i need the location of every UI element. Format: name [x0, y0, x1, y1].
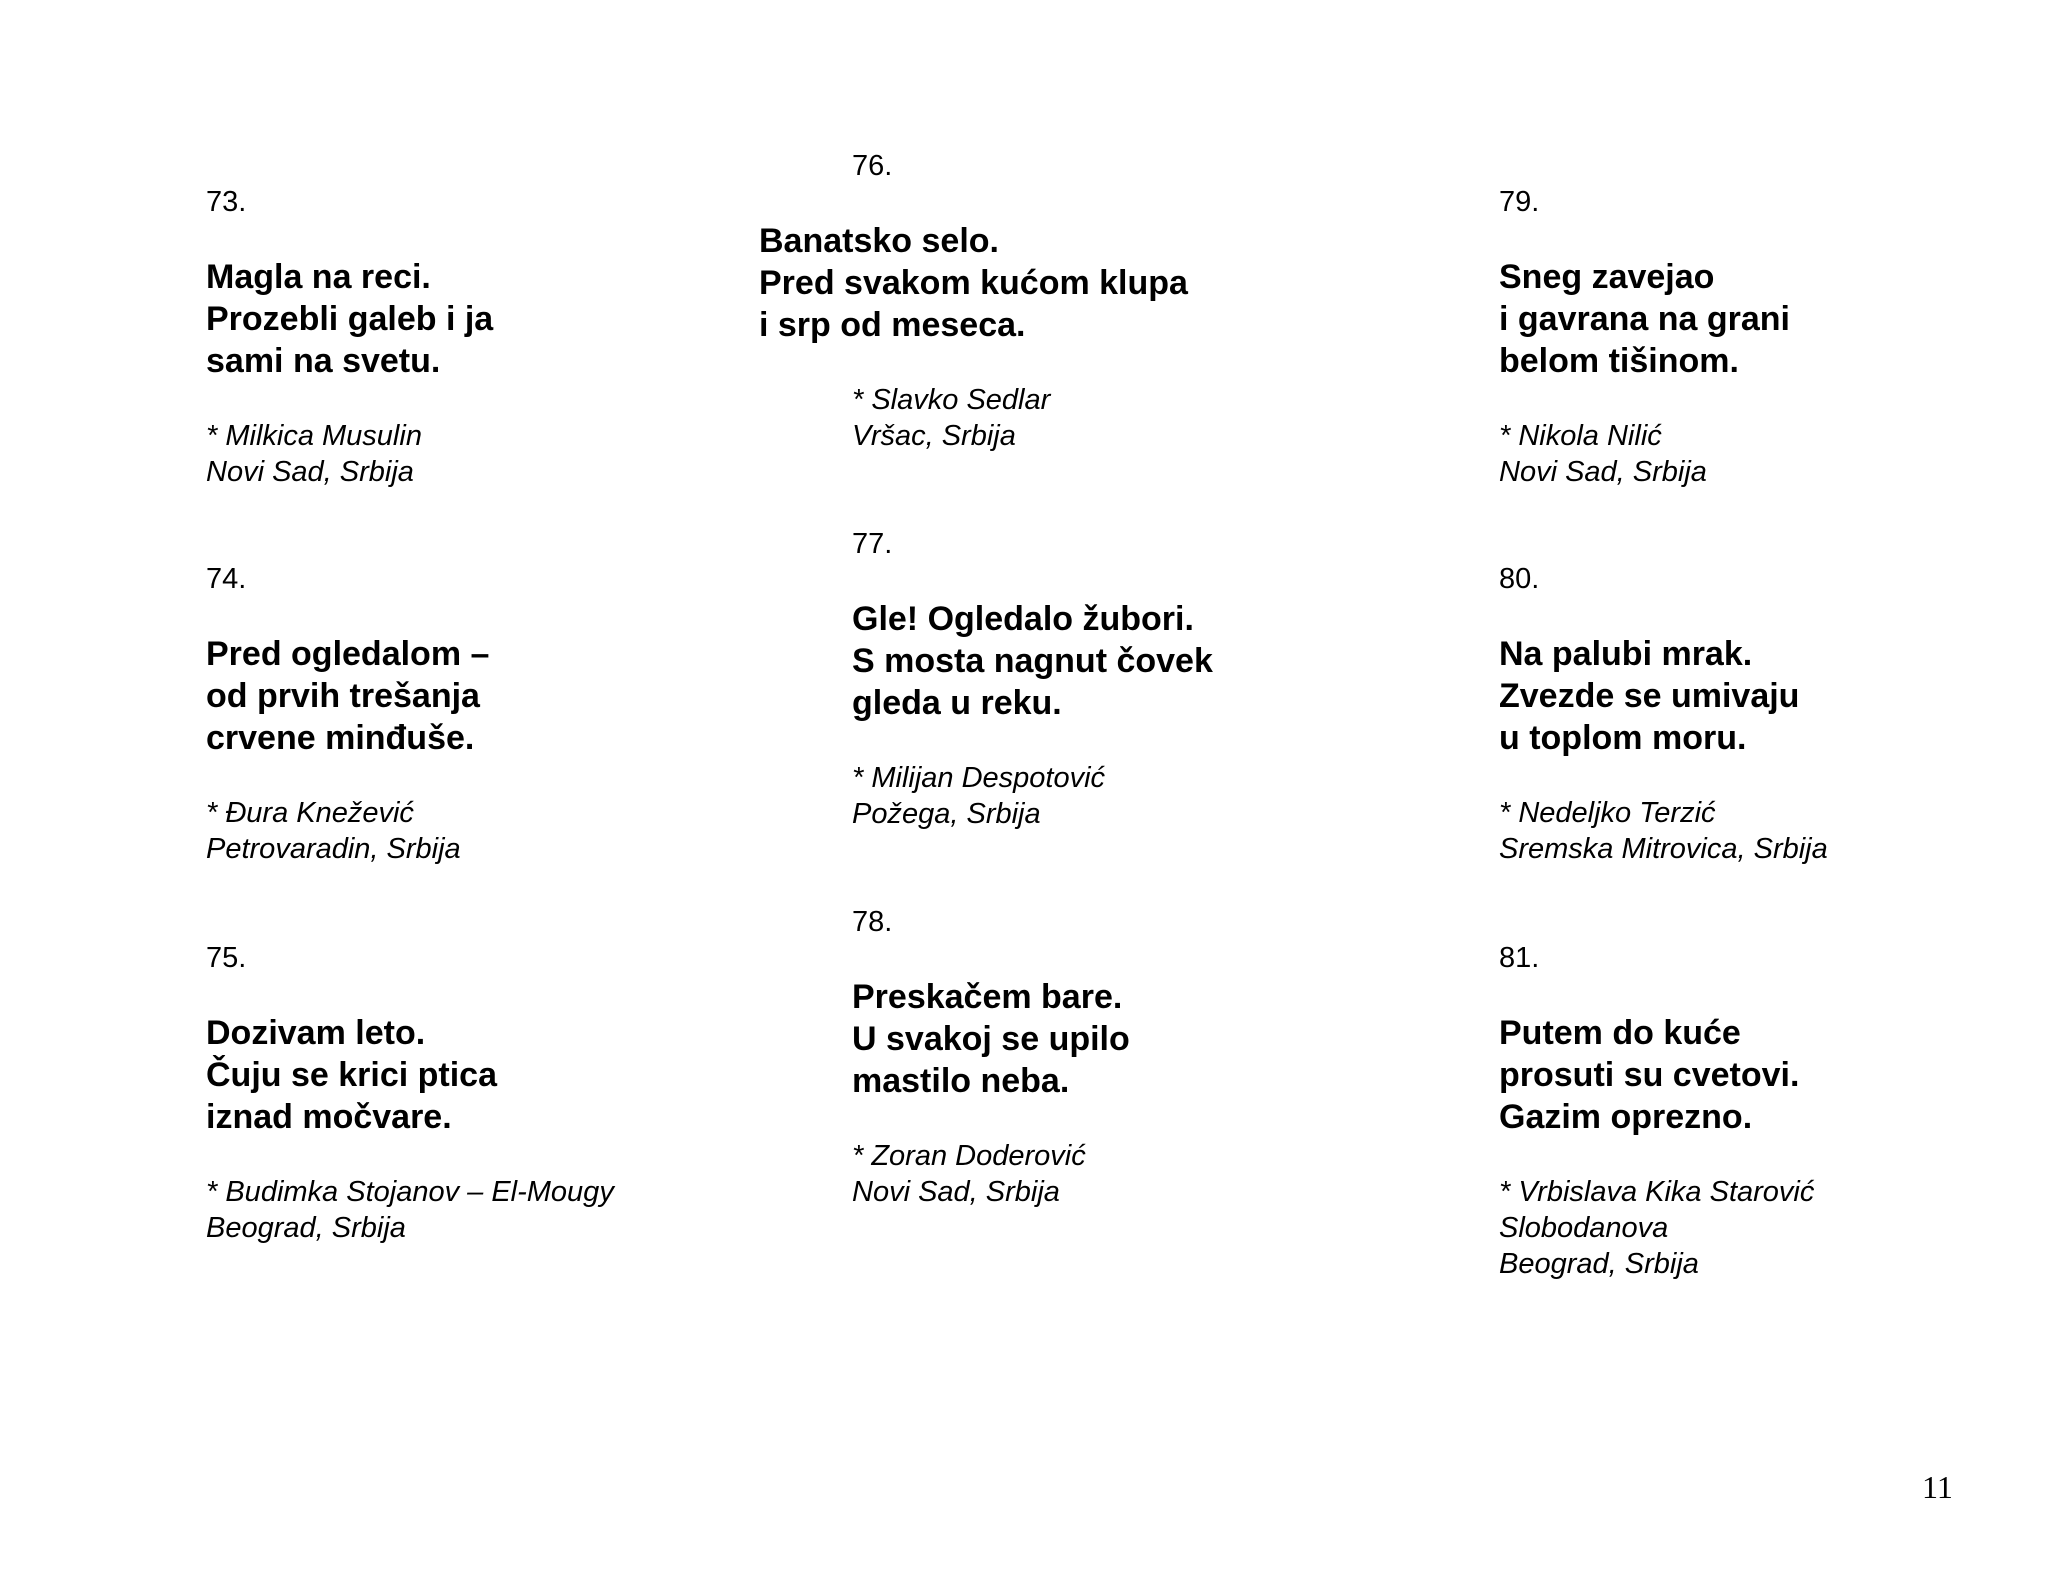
haiku-line: Sneg zavejao	[1499, 258, 1715, 296]
haiku-entry-75	[206, 940, 826, 1246]
haiku-line: Prozebli galeb i ja	[206, 300, 494, 338]
haiku-text	[206, 256, 826, 382]
haiku-number: 78.	[852, 906, 893, 938]
author-name: * Nikola Nilić	[1499, 420, 1662, 452]
author-place: Sremska Mitrovica, Srbija	[1499, 833, 1828, 865]
haiku-line: Banatsko selo.	[759, 222, 999, 260]
haiku-author	[1499, 418, 2048, 490]
author-place: Požega, Srbija	[852, 798, 1041, 830]
haiku-line: Putem do kuće	[1499, 1014, 1741, 1052]
haiku-number: 75.	[206, 942, 247, 974]
haiku-text	[852, 598, 1472, 724]
haiku-number: 80.	[1499, 563, 1540, 595]
haiku-number: 74.	[206, 563, 247, 595]
haiku-text	[852, 976, 1472, 1102]
haiku-author	[852, 382, 1472, 454]
haiku-line: iznad močvare.	[206, 1098, 452, 1136]
haiku-author	[1499, 1174, 2048, 1282]
haiku-line: gleda u reku.	[852, 684, 1062, 722]
haiku-entry-78	[852, 904, 1472, 1210]
haiku-text	[759, 220, 1472, 346]
haiku-entry-79	[1499, 184, 2048, 490]
haiku-entry-76	[759, 148, 1472, 454]
haiku-text	[1499, 633, 2048, 759]
haiku-line: u toplom moru.	[1499, 719, 1747, 757]
haiku-text	[1499, 256, 2048, 382]
author-place: Novi Sad, Srbija	[1499, 456, 1707, 488]
haiku-entry-80	[1499, 561, 2048, 867]
haiku-author	[852, 760, 1472, 832]
haiku-author	[206, 1174, 826, 1246]
haiku-text	[206, 633, 826, 759]
haiku-line: Na palubi mrak.	[1499, 635, 1753, 673]
haiku-line: i srp od meseca.	[759, 306, 1026, 344]
haiku-line: Dozivam leto.	[206, 1014, 426, 1052]
author-place: Novi Sad, Srbija	[206, 456, 414, 488]
author-place: Vršac, Srbija	[852, 420, 1016, 452]
haiku-text	[1499, 1012, 2048, 1138]
haiku-line: U svakoj se upilo	[852, 1020, 1130, 1058]
author-name: * Vrbislava Kika Starović	[1499, 1176, 1815, 1208]
haiku-author	[206, 418, 826, 490]
haiku-author	[1499, 795, 2048, 867]
haiku-number: 73.	[206, 186, 247, 218]
haiku-line: od prvih trešanja	[206, 677, 480, 715]
haiku-line: crvene minđuše.	[206, 719, 475, 757]
page-number: 11	[1922, 1469, 1953, 1505]
author-name: * Milijan Despotović	[852, 762, 1106, 794]
author-name: * Slavko Sedlar	[852, 384, 1051, 416]
haiku-line: Gle! Ogledalo žubori.	[852, 600, 1194, 638]
author-place: Beograd, Srbija	[206, 1212, 406, 1244]
haiku-number: 77.	[852, 528, 893, 560]
haiku-author	[206, 795, 826, 867]
author-name: * Nedeljko Terzić	[1499, 797, 1716, 829]
haiku-line: Magla na reci.	[206, 258, 431, 296]
haiku-number: 79.	[1499, 186, 1540, 218]
haiku-entry-73	[206, 184, 826, 490]
haiku-line: Preskačem bare.	[852, 978, 1123, 1016]
author-place: Petrovaradin, Srbija	[206, 833, 461, 865]
haiku-number: 81.	[1499, 942, 1540, 974]
author-name: * Đura Knežević	[206, 797, 414, 829]
haiku-line: Pred svakom kućom klupa	[759, 264, 1188, 302]
haiku-line: sami na svetu.	[206, 342, 441, 380]
haiku-entry-77	[852, 526, 1472, 832]
haiku-line: i gavrana na grani	[1499, 300, 1790, 338]
author-name: * Zoran Doderović	[852, 1140, 1086, 1172]
haiku-line: belom tišinom.	[1499, 342, 1739, 380]
author-name: * Milkica Musulin	[206, 420, 422, 452]
haiku-line: Zvezde se umivaju	[1499, 677, 1800, 715]
author-name-continued: Slobodanova	[1499, 1212, 1669, 1244]
author-name: * Budimka Stojanov – El-Mougy	[206, 1176, 614, 1208]
author-place: Beograd, Srbija	[1499, 1248, 1699, 1280]
haiku-line: prosuti su cvetovi.	[1499, 1056, 1800, 1094]
haiku-line: mastilo neba.	[852, 1062, 1070, 1100]
haiku-line: Gazim oprezno.	[1499, 1098, 1753, 1136]
haiku-author	[852, 1138, 1472, 1210]
haiku-entry-74	[206, 561, 826, 867]
haiku-text	[206, 1012, 826, 1138]
haiku-number: 76.	[852, 150, 893, 182]
author-place: Novi Sad, Srbija	[852, 1176, 1060, 1208]
haiku-entry-81	[1499, 940, 2048, 1282]
haiku-line: Pred ogledalom –	[206, 635, 490, 673]
haiku-line: Čuju se krici ptica	[206, 1056, 497, 1094]
haiku-line: S mosta nagnut čovek	[852, 642, 1213, 680]
